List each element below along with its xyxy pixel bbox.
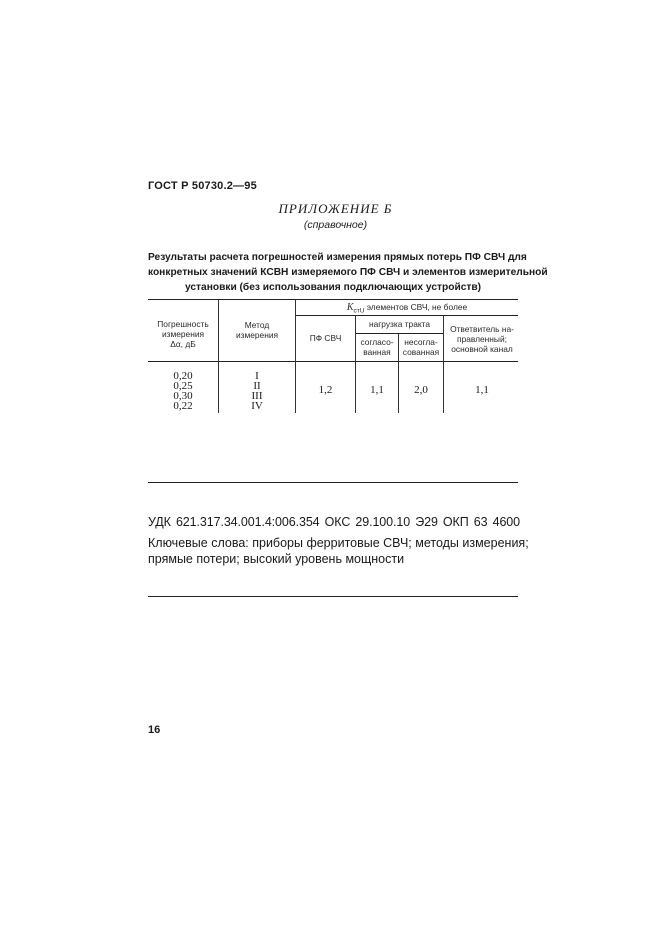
header-text: основной канал bbox=[451, 344, 513, 354]
table-divider bbox=[295, 300, 296, 413]
header-error bbox=[148, 319, 218, 349]
header-text: сованная bbox=[402, 347, 440, 357]
cell-matched: 1,1 bbox=[370, 384, 384, 396]
header-load-group: нагрузка тракта bbox=[368, 319, 431, 329]
table-rule bbox=[148, 299, 518, 300]
table-cell: II bbox=[253, 380, 261, 392]
table-cell: 0,20 bbox=[173, 370, 193, 382]
header-text: измерения bbox=[161, 329, 205, 339]
keywords-line: Ключевые слова: приборы ферритовые СВЧ; методы измерения; bbox=[148, 536, 529, 550]
cell-methods bbox=[219, 371, 295, 411]
header-text: Метод bbox=[244, 320, 270, 330]
header-text: элементов СВЧ, не более bbox=[364, 302, 468, 312]
caption-line: конкретных значений КСВН измеряемого ПФ СВЧ и элементов измерительной bbox=[148, 267, 548, 278]
udk-line: УДК 621.317.34.001.4:006.354 ОКС 29.100.10 Э29 ОКП 63 4600 bbox=[148, 515, 520, 529]
header-method bbox=[219, 320, 295, 340]
header-text: согласо- bbox=[360, 337, 394, 347]
header-text: Погрешность bbox=[157, 319, 209, 329]
header-text: К bbox=[346, 302, 354, 313]
header-text: несогла- bbox=[404, 337, 438, 347]
caption-line: Результаты расчета погрешностей измерения прямых потерь ПФ СВЧ для bbox=[148, 252, 527, 263]
header-text: ванная bbox=[363, 347, 391, 357]
header-text: Ответвитель на- bbox=[450, 324, 514, 334]
keywords-line: прямые потери; высокий уровень мощности bbox=[148, 552, 405, 566]
table-cell: I bbox=[255, 370, 259, 382]
table-cell: IV bbox=[251, 400, 263, 412]
header-matched bbox=[356, 337, 398, 357]
table-cell: 0,25 bbox=[173, 380, 193, 392]
header-unmatched bbox=[399, 337, 443, 357]
header-subscript: стU bbox=[353, 307, 365, 315]
header-text: правленный; bbox=[457, 334, 507, 344]
appendix-title: ПРИЛОЖЕНИЕ Б bbox=[278, 201, 393, 216]
table-cell: 0,30 bbox=[173, 390, 193, 402]
table-cell: III bbox=[251, 390, 263, 402]
table-rule bbox=[148, 361, 518, 362]
document-header: ГОСТ Р 50730.2—95 bbox=[148, 180, 257, 192]
page-number: 16 bbox=[148, 724, 161, 736]
cell-pf-svch: 1,2 bbox=[318, 384, 333, 396]
keywords bbox=[148, 535, 529, 567]
table-caption bbox=[148, 250, 548, 295]
header-coupler bbox=[444, 324, 520, 354]
header-pf-svch: ПФ СВЧ bbox=[309, 333, 342, 343]
caption-line: установки (без использования подключающих устройств) bbox=[184, 282, 482, 293]
table-cell: 0,22 bbox=[173, 400, 193, 412]
table-divider bbox=[355, 316, 356, 413]
appendix-subtitle: (справочное) bbox=[303, 219, 368, 231]
cell-coupler: 1,1 bbox=[475, 384, 489, 396]
header-text: измерения bbox=[235, 330, 279, 340]
cell-unmatched: 2,0 bbox=[414, 384, 428, 396]
cell-errors bbox=[148, 371, 218, 411]
table-rule bbox=[148, 482, 518, 483]
page-rule bbox=[148, 596, 518, 597]
header-text: Δα, дБ bbox=[170, 339, 196, 349]
header-ksvn-group bbox=[296, 302, 518, 317]
table-rule bbox=[355, 333, 443, 334]
